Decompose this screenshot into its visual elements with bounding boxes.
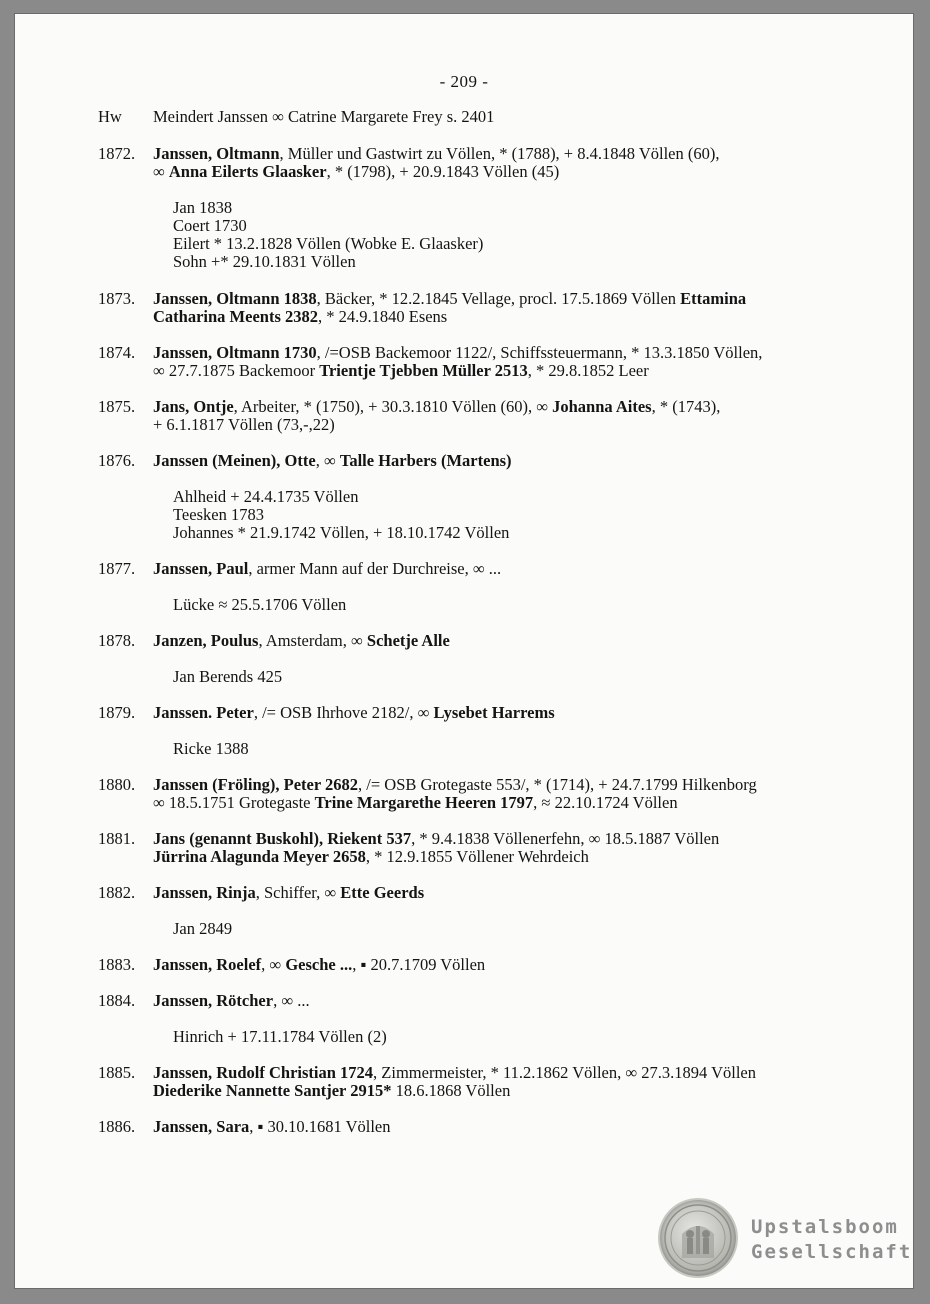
person-name: Jürrina Alagunda Meyer 2658	[153, 847, 366, 866]
entry-text: , Zimmermeister, * 11.2.1862 Völlen, ∞ 27.3.1894 Völlen	[373, 1063, 756, 1082]
child-entry: Coert 1730	[173, 216, 247, 235]
person-name: Janssen, Rinja	[153, 883, 256, 902]
entry-line-1	[153, 830, 888, 848]
entry-text: , Bäcker, * 12.2.1845 Vellage, procl. 17.5.1869 Völlen	[316, 289, 681, 308]
entry-body	[153, 145, 888, 181]
entry-text: 18.6.1868 Völlen	[391, 1081, 511, 1100]
entry-line-1	[153, 992, 888, 1010]
entry-text: , ∞ ...	[273, 991, 310, 1010]
person-name: Janssen, Oltmann	[153, 144, 280, 163]
genealogy-entry	[98, 992, 888, 1010]
entry-body	[153, 560, 888, 578]
child-entry: Jan Berends 425	[173, 667, 283, 686]
person-name: Diederike Nannette Santjer 2915*	[153, 1081, 392, 1100]
entry-text: , /= OSB Grotegaste 553/, * (1714), + 24.7.1799 Hilkenborg	[358, 775, 757, 794]
entry-text: , ▪ 30.10.1681 Völlen	[249, 1117, 391, 1136]
genealogy-entry	[98, 956, 888, 974]
genealogy-entry	[98, 632, 888, 650]
person-name: Schetje Alle	[366, 631, 450, 650]
entry-line-1	[153, 452, 888, 470]
entry-line-2	[153, 794, 888, 812]
entry-number: 1886.	[98, 1117, 136, 1136]
entry-number: 1877.	[98, 559, 136, 578]
entry-number: 1885.	[98, 1063, 136, 1082]
genealogy-entry	[98, 776, 888, 812]
child-entry: Jan 2849	[173, 919, 233, 938]
entry-body	[153, 992, 888, 1010]
entry-text: , Arbeiter, * (1750), + 30.3.1810 Völlen (60), ∞	[233, 397, 553, 416]
entry-text: , ▪ 20.7.1709 Völlen	[352, 955, 486, 974]
entry-line-2	[153, 848, 888, 866]
society-seal-icon	[660, 1200, 736, 1276]
entry-text: , * 29.8.1852 Leer	[527, 361, 649, 380]
entry-number: 1876.	[98, 451, 136, 470]
person-name: Johanna Aites	[552, 397, 652, 416]
person-name: Janssen (Meinen), Otte	[153, 451, 316, 470]
person-name: Catharina Meents 2382	[153, 307, 318, 326]
children-list	[173, 740, 888, 758]
genealogy-entry	[98, 884, 888, 902]
child-entry: Ricke 1388	[173, 739, 249, 758]
entry-number: 1873.	[98, 289, 136, 308]
entry-text: , Schiffer, ∞	[255, 883, 341, 902]
entry-number: 1880.	[98, 775, 136, 794]
person-name: Janssen, Rötcher	[153, 991, 274, 1010]
genealogy-entry	[98, 344, 888, 380]
entry-number: 1879.	[98, 703, 136, 722]
entry-line-1	[153, 290, 888, 308]
person-name: Janssen, Rudolf Christian 1724	[153, 1063, 374, 1082]
children-list	[173, 488, 888, 542]
person-name: Janssen, Roelef	[153, 955, 262, 974]
entry-line-2	[153, 1082, 888, 1100]
entry-line-1	[153, 398, 888, 416]
person-name: Anna Eilerts Glaasker	[168, 162, 327, 181]
children-list	[173, 920, 888, 938]
entry-line-2	[153, 308, 888, 326]
entry-text: , /=OSB Backemoor 1122/, Schiffssteuermann, * 13.3.1850 Völlen,	[316, 343, 763, 362]
person-name: Lysebet Harrems	[433, 703, 555, 722]
person-name: Janssen, Sara	[153, 1117, 250, 1136]
society-name-line1: Upstalsboom	[751, 1216, 899, 1238]
children-list	[173, 199, 888, 271]
person-name: Trine Margarethe Heeren 1797	[314, 793, 534, 812]
child-entry: Ahlheid + 24.4.1735 Völlen	[173, 487, 359, 506]
entry-body	[153, 344, 888, 380]
entry-body	[153, 1118, 888, 1136]
entry-line-1	[153, 956, 888, 974]
entry-body	[153, 632, 888, 650]
person-name: Jans (genannt Buskohl), Riekent 537	[153, 829, 412, 848]
entry-text: , Müller und Gastwirt zu Völlen, * (1788), + 8.4.1848 Völlen (60),	[279, 144, 720, 163]
entry-number: 1883.	[98, 955, 136, 974]
header-label: Hw	[98, 107, 122, 126]
person-name: Janssen (Fröling), Peter 2682	[153, 775, 359, 794]
person-name: Trientje Tjebben Müller 2513	[319, 361, 528, 380]
genealogy-entry	[98, 145, 888, 181]
genealogy-entry	[98, 704, 888, 722]
children-list	[173, 668, 888, 686]
entry-body	[153, 704, 888, 722]
child-entry: Jan 1838	[173, 198, 233, 217]
person-name: Janssen. Peter	[153, 703, 254, 722]
entry-body	[153, 956, 888, 974]
entry-text: , Amsterdam, ∞	[258, 631, 367, 650]
genealogy-entry	[98, 452, 888, 470]
entry-line-1	[153, 1064, 888, 1082]
entry-body	[153, 776, 888, 812]
person-name: Gesche ...	[285, 955, 353, 974]
entry-line-2	[153, 362, 888, 380]
page-number: - 209 -	[439, 72, 489, 91]
entry-line-1	[153, 776, 888, 794]
genealogy-entry	[98, 398, 888, 434]
entry-line-1	[153, 704, 888, 722]
entry-text: , ≈ 22.10.1724 Völlen	[533, 793, 678, 812]
genealogy-entry	[98, 1118, 888, 1136]
header-reference	[98, 108, 888, 126]
society-logo-text	[751, 1215, 912, 1265]
entry-line-1	[153, 560, 888, 578]
entry-number: 1872.	[98, 144, 136, 163]
child-entry: Lücke ≈ 25.5.1706 Völlen	[173, 595, 347, 614]
entry-number: 1882.	[98, 883, 136, 902]
entry-text: , * 12.9.1855 Völlener Wehrdeich	[365, 847, 589, 866]
person-name: Ettamina	[680, 289, 747, 308]
entry-text: , ∞	[261, 955, 286, 974]
entry-body	[153, 830, 888, 866]
person-name: Talle Harbers (Martens)	[339, 451, 512, 470]
entry-body	[153, 1064, 888, 1100]
entry-line-1	[153, 1118, 888, 1136]
entry-body	[153, 290, 888, 326]
entry-body	[153, 398, 888, 434]
entry-text: ∞ 18.5.1751 Grotegaste	[153, 793, 315, 812]
child-entry: Eilert * 13.2.1828 Völlen (Wobke E. Glaasker)	[173, 234, 484, 253]
person-name: Janzen, Poulus	[153, 631, 259, 650]
entry-text: , * (1798), + 20.9.1843 Völlen (45)	[326, 162, 560, 181]
header-text: Meindert Janssen ∞ Catrine Margarete Frey s. 2401	[153, 107, 495, 126]
entry-body	[153, 452, 888, 470]
entry-number: 1878.	[98, 631, 136, 650]
entry-number: 1881.	[98, 829, 136, 848]
entry-line-1	[153, 344, 888, 362]
entry-line-1	[153, 632, 888, 650]
person-name: Janssen, Oltmann 1838	[153, 289, 317, 308]
entry-text: , ∞	[315, 451, 340, 470]
genealogy-entry	[98, 830, 888, 866]
child-entry: Sohn +* 29.10.1831 Völlen	[173, 252, 356, 271]
genealogy-entry	[98, 1064, 888, 1100]
entry-text: ∞	[153, 162, 169, 181]
entry-line-2	[153, 163, 888, 181]
genealogy-entry	[98, 560, 888, 578]
person-name: Ette Geerds	[340, 883, 425, 902]
entry-text: , * 24.9.1840 Esens	[317, 307, 448, 326]
entry-list	[98, 108, 888, 1136]
entry-line-1	[153, 145, 888, 163]
child-entry: Johannes * 21.9.1742 Völlen, + 18.10.1742 Völlen	[173, 523, 510, 542]
entry-number: 1874.	[98, 343, 136, 362]
entry-text: ∞ 27.7.1875 Backemoor	[153, 361, 320, 380]
child-entry: Teesken 1783	[173, 505, 264, 524]
children-list	[173, 1028, 888, 1046]
entry-line-1	[153, 884, 888, 902]
entry-text: , * (1743),	[651, 397, 721, 416]
genealogy-entry	[98, 290, 888, 326]
entry-text: , * 9.4.1838 Völlenerfehn, ∞ 18.5.1887 Völlen	[411, 829, 720, 848]
children-list	[173, 596, 888, 614]
entry-line-2	[153, 416, 888, 434]
society-name-line2: Gesellschaft	[751, 1241, 913, 1263]
entry-text: + 6.1.1817 Völlen (73,-,22)	[153, 415, 335, 434]
person-name: Janssen, Paul	[153, 559, 249, 578]
entry-number: 1884.	[98, 991, 136, 1010]
entry-text: , /= OSB Ihrhove 2182/, ∞	[253, 703, 434, 722]
entry-number: 1875.	[98, 397, 136, 416]
entry-body	[153, 884, 888, 902]
person-name: Jans, Ontje	[153, 397, 234, 416]
entry-text: , armer Mann auf der Durchreise, ∞ ...	[248, 559, 502, 578]
document-page	[15, 14, 913, 1288]
person-name: Janssen, Oltmann 1730	[153, 343, 317, 362]
child-entry: Hinrich + 17.11.1784 Völlen (2)	[173, 1027, 387, 1046]
